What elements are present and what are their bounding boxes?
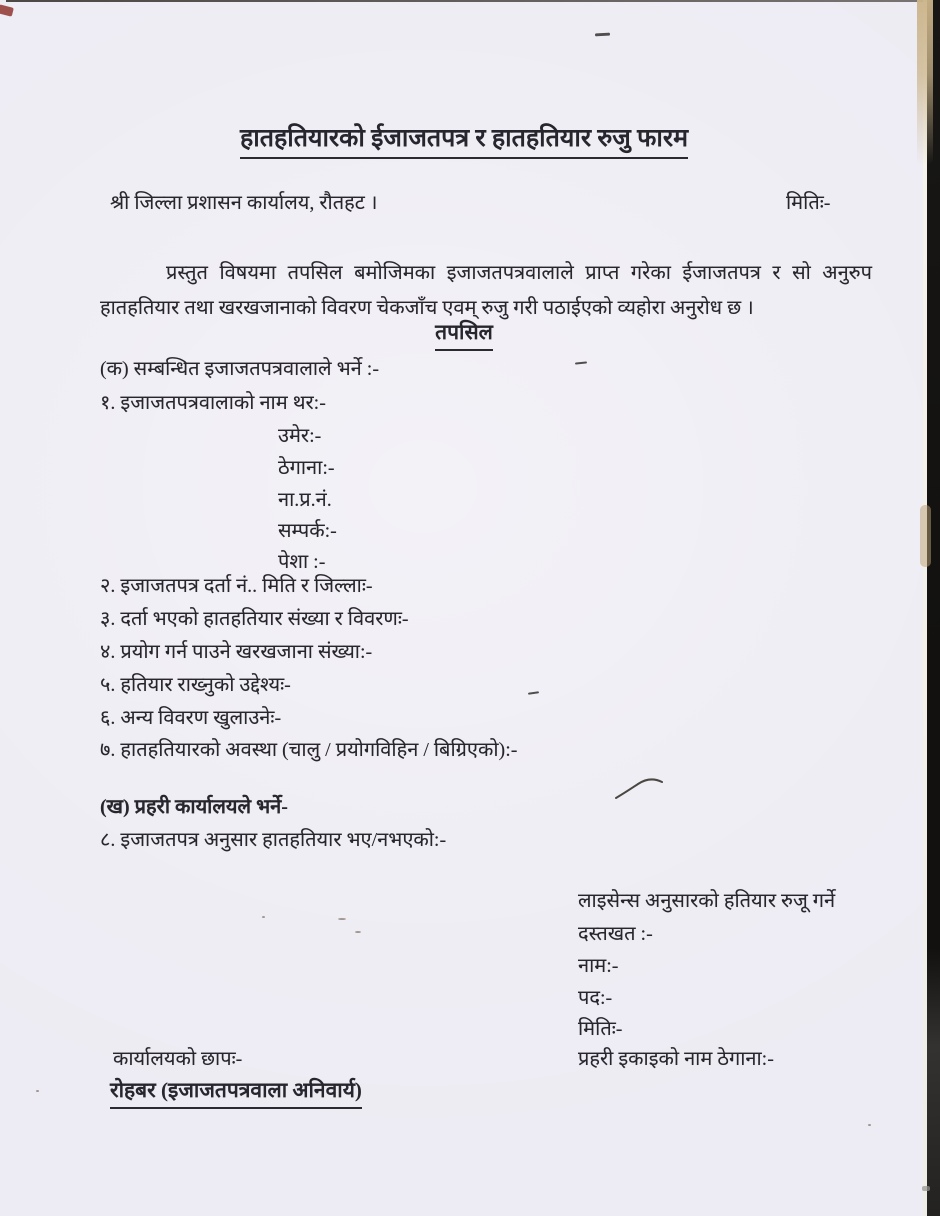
pen-dash-mark xyxy=(595,33,610,37)
pen-dash-mark xyxy=(575,361,587,364)
section-b-item-8: ८. इजाजतपत्र अनुसार हातहतियार भए/नभएको:- xyxy=(100,829,447,851)
verifier-line-date: मितिः- xyxy=(578,1018,623,1040)
scan-speck xyxy=(262,916,265,918)
scan-speck xyxy=(355,931,361,933)
corner-ink-mark xyxy=(0,4,14,16)
scan-speck xyxy=(338,918,346,920)
intro-paragraph: प्रस्तुत विषयमा तपसिल बमोजिमका इजाजतपत्रवालाले प्राप्त गरेका ईजाजतपत्र र सो अनुरुप हातहतियार तथा खरखजानाको विवरण चेकजाँच एवम् रुजु गरी पठाईएको व्यहोरा अनुरोध छ । xyxy=(100,262,872,319)
date-label: मितिः- xyxy=(786,192,831,214)
edge-gray-nick xyxy=(922,1186,930,1191)
office-stamp-label: कार्यालयको छापः- xyxy=(113,1048,243,1070)
page-title xyxy=(0,120,928,159)
pen-dash-mark xyxy=(528,691,539,695)
verifier-line-post: पद:- xyxy=(578,987,613,1009)
section-a-item-4: ४. प्रयोग गर्न पाउने खरखजाना संख्या:- xyxy=(100,641,373,663)
section-a-item-7: ७. हातहतियारको अवस्था (चालु / प्रयोगविहिन / बिग्रिएको):- xyxy=(100,739,518,761)
edge-tan-blotch xyxy=(920,505,931,567)
page-top-edge-line xyxy=(6,0,940,2)
verifier-line-police-unit: प्रहरी इकाइको नाम ठेगाना:- xyxy=(578,1048,774,1070)
scan-speck xyxy=(36,1090,39,1092)
section-a-subitem-age: उमेर:- xyxy=(278,425,322,447)
pen-swoosh-mark xyxy=(612,776,664,804)
section-a-subitem-address: ठेगाना:- xyxy=(278,457,335,479)
page-title-text: हातहतियारको ईजाजतपत्र र हातहतियार रुजु फारम xyxy=(240,120,688,159)
rohabar-text: रोहबर (इजाजतपत्रवाला अनिवार्य) xyxy=(110,1076,362,1109)
binding-shadow-strip xyxy=(927,0,940,1216)
section-a-item-1: १. इजाजतपत्रवालाको नाम थर:- xyxy=(100,392,326,414)
section-a-heading: (क) सम्बन्धित इजाजतपत्रवालाले भर्ने :- xyxy=(100,358,379,380)
section-a-subitem-citizenship-no: ना.प्र.नं. xyxy=(278,489,332,511)
subheading-text: तपसिल xyxy=(435,318,493,351)
rohabar-heading xyxy=(110,1076,362,1109)
verifier-line-signature: दस्तखत :- xyxy=(578,923,653,945)
section-a-item-2: २. इजाजतपत्र दर्ता नं.. मिति र जिल्लाः- xyxy=(100,575,373,597)
section-a-item-5: ५. हतियार राख्नुको उद्देश्यः- xyxy=(100,674,291,696)
section-a-subitem-occupation: पेशा :- xyxy=(278,551,326,573)
verifier-line-title: लाइसेन्स अनुसारको हतियार रुजू गर्ने xyxy=(578,890,836,912)
section-a-item-6: ६. अन्य विवरण खुलाउनेः- xyxy=(100,707,282,729)
section-a-item-3: ३. दर्ता भएको हातहतियार संख्या र विवरणः- xyxy=(100,608,409,630)
subheading-tapasil xyxy=(0,318,928,351)
office-name: श्री जिल्ला प्रशासन कार्यालय, रौतहट । xyxy=(110,192,378,214)
verifier-line-name: नाम:- xyxy=(578,955,619,977)
section-a-subitem-contact: सम्पर्क:- xyxy=(278,520,337,542)
scan-speck xyxy=(868,1124,871,1126)
section-b-heading: (ख) प्रहरी कार्यालयले भर्ने- xyxy=(100,796,288,818)
